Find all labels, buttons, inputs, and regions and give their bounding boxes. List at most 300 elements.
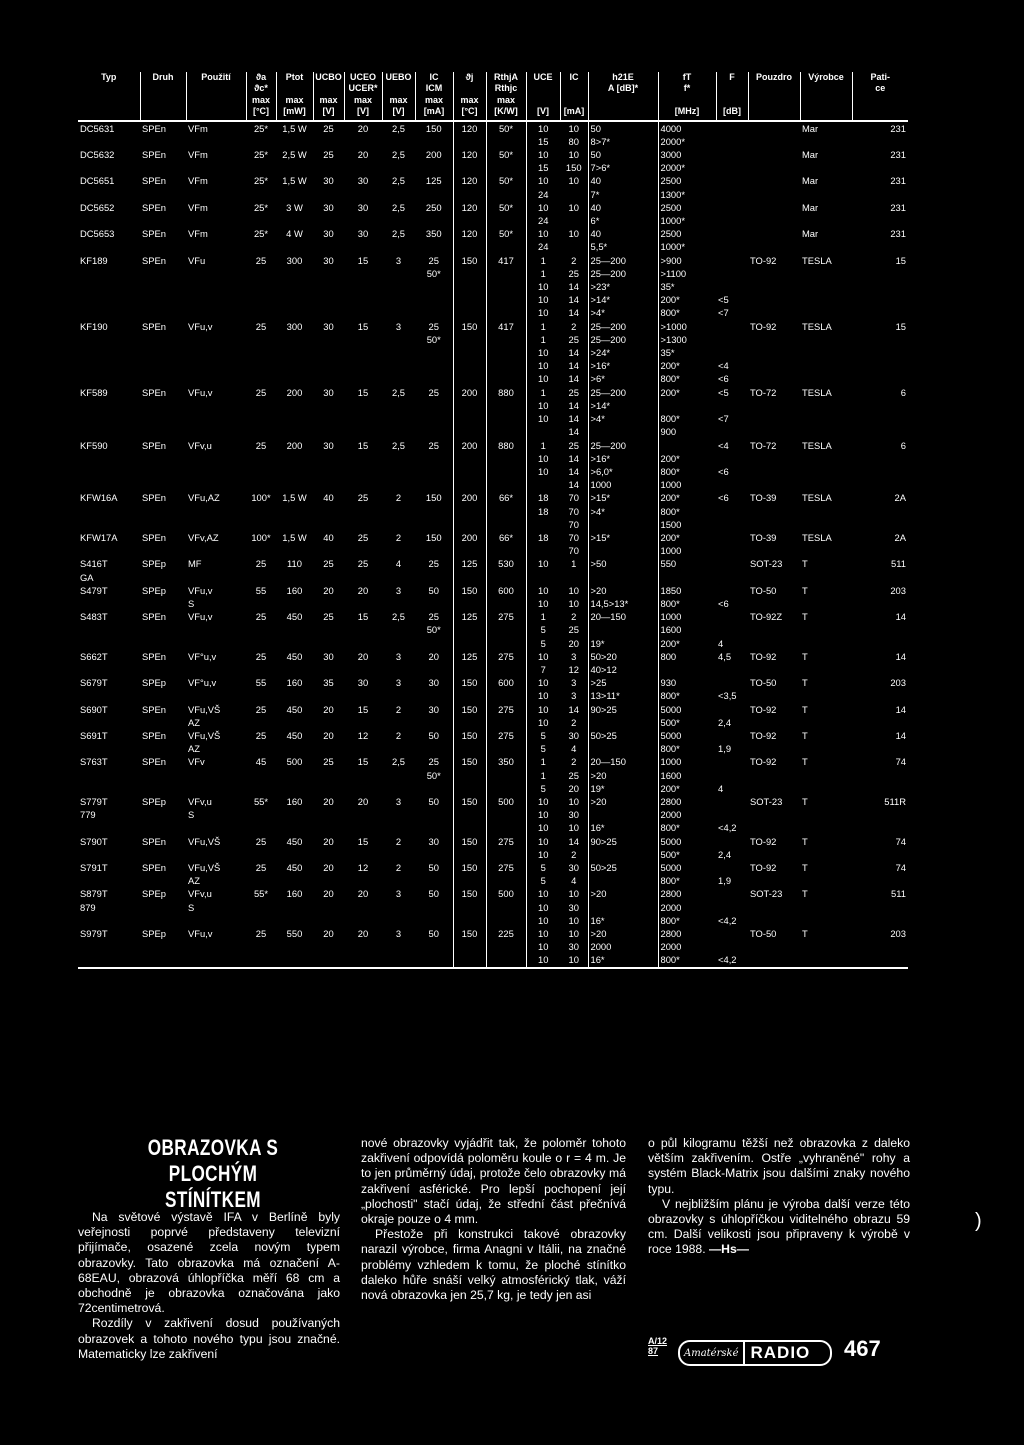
table-row (78, 359, 908, 372)
table-cell (140, 240, 186, 253)
table-cell (852, 689, 908, 702)
table-cell: 35* (658, 280, 716, 293)
table-cell (140, 267, 186, 280)
table-cell (453, 240, 486, 253)
table-cell: 10 (526, 306, 560, 319)
table-cell (415, 742, 453, 755)
table-cell (344, 808, 382, 821)
table-row (78, 531, 908, 544)
table-cell (852, 478, 908, 491)
table-cell (800, 901, 852, 914)
table-row (78, 571, 908, 584)
table-cell: 74 (895, 756, 906, 768)
table-cell: S779T (80, 795, 108, 807)
table-cell: SOT-23 (750, 795, 783, 807)
table-cell (140, 874, 186, 887)
table-cell: 20 (323, 928, 334, 940)
table-cell (716, 478, 748, 491)
column-header: [°C] (246, 106, 276, 120)
table-cell (78, 716, 140, 729)
table-cell: 24 (526, 188, 560, 201)
table-cell: 80 (568, 135, 579, 147)
table-cell (453, 782, 486, 795)
table-cell (852, 914, 908, 927)
table-cell (344, 769, 382, 782)
table-cell (716, 280, 748, 293)
transistor-table-wrapper (78, 72, 906, 969)
table-cell: 930 (658, 676, 716, 689)
table-cell (276, 742, 313, 755)
table-cell (486, 399, 526, 412)
table-cell (186, 267, 246, 280)
table-cell: 4 W (286, 228, 303, 240)
table-cell: 90>25 (588, 703, 658, 716)
table-cell: 30 (323, 254, 334, 266)
table-cell (344, 874, 382, 887)
column-header: A [dB]* (588, 83, 658, 94)
table-cell (382, 465, 415, 478)
table-cell (276, 240, 313, 253)
table-cell: T (802, 756, 808, 768)
table-cell: 14 (568, 373, 579, 385)
table-cell: AZ (188, 743, 200, 755)
table-cell (186, 240, 246, 253)
table-cell (246, 267, 276, 280)
table-cell (748, 597, 800, 610)
table-cell: 5000 (658, 861, 716, 874)
table-cell (313, 808, 344, 821)
table-cell: 50* (426, 267, 441, 279)
table-cell: KF589 (80, 386, 108, 398)
table-cell (276, 478, 313, 491)
table-cell (382, 306, 415, 319)
table-cell: 50* (486, 227, 526, 240)
table-cell (716, 610, 748, 623)
table-cell (276, 188, 313, 201)
table-cell (382, 412, 415, 425)
table-cell (526, 518, 560, 531)
table-cell (140, 306, 186, 319)
table-cell: 30 (323, 228, 334, 240)
table-cell (588, 848, 658, 861)
table-cell: 275 (486, 861, 526, 874)
table-cell (658, 571, 716, 584)
table-cell (246, 597, 276, 610)
table-cell: 25 (255, 254, 267, 266)
table-cell (486, 571, 526, 584)
table-cell (276, 821, 313, 834)
table-cell (276, 306, 313, 319)
table-cell: 150 (453, 835, 486, 848)
table-cell (276, 769, 313, 782)
table-cell: 800* (658, 689, 716, 702)
table-cell (78, 518, 140, 531)
table-cell (415, 571, 453, 584)
table-cell: 25 (568, 386, 579, 398)
table-cell (453, 188, 486, 201)
table-cell (276, 267, 313, 280)
table-cell (276, 874, 313, 887)
table-cell: 14 (568, 294, 579, 306)
table-cell (486, 280, 526, 293)
table-cell: 25 (428, 320, 439, 332)
table-cell: 150 (453, 927, 486, 940)
table-cell: 1000 (658, 478, 716, 491)
logo-script-text: Amatérské (680, 1342, 745, 1364)
table-cell (382, 821, 415, 834)
table-cell (800, 689, 852, 702)
table-cell: 25* (253, 175, 269, 187)
table-cell (415, 953, 453, 967)
table-cell: 40>12 (588, 663, 658, 676)
column-header (748, 106, 800, 120)
table-cell (246, 425, 276, 438)
table-cell: 275 (486, 703, 526, 716)
table-cell (382, 359, 415, 372)
table-cell (246, 465, 276, 478)
table-cell (716, 240, 748, 253)
table-cell (748, 663, 800, 676)
column-header: max (453, 95, 486, 106)
table-cell: 30 (357, 201, 369, 213)
table-cell (246, 544, 276, 557)
table-cell: 20 (357, 584, 369, 596)
column-header: max (313, 95, 344, 106)
table-cell (852, 267, 908, 280)
table-cell (415, 689, 453, 702)
table-cell (78, 333, 140, 346)
table-cell (313, 637, 344, 650)
table-cell (560, 188, 588, 201)
table-cell: 231 (890, 175, 906, 187)
table-cell (748, 821, 800, 834)
table-cell (276, 637, 313, 650)
table-cell (313, 188, 344, 201)
table-cell (748, 689, 800, 702)
table-cell (486, 848, 526, 861)
table-cell (716, 808, 748, 821)
table-cell: 25 (255, 611, 267, 623)
table-cell (852, 808, 908, 821)
column-header (716, 83, 748, 94)
table-cell: 5 (526, 623, 560, 636)
table-cell (800, 769, 852, 782)
table-cell: >4* (588, 412, 658, 425)
table-row (78, 874, 908, 887)
table-cell (453, 399, 486, 412)
table-cell: 10 (568, 822, 579, 834)
table-cell (246, 953, 276, 967)
table-cell: 20 (357, 149, 369, 161)
table-cell: 14 (568, 413, 579, 425)
table-cell: S791T (80, 862, 108, 873)
column-header: UCE (526, 72, 560, 83)
table-cell (716, 320, 748, 333)
table-cell: 880 (486, 386, 526, 399)
table-cell (246, 214, 276, 227)
table-cell (246, 821, 276, 834)
table-cell (186, 280, 246, 293)
table-cell (186, 372, 246, 385)
table-cell: 5 (526, 729, 560, 742)
table-cell (453, 940, 486, 953)
table-cell (276, 689, 313, 702)
column-header: ϑj (453, 72, 486, 83)
table-cell: 18 (526, 531, 560, 544)
table-cell: >16* (588, 452, 658, 465)
table-cell: SPEn (142, 835, 166, 847)
table-cell (852, 240, 908, 253)
table-cell (748, 135, 800, 148)
table-cell: 1,5 W (282, 175, 307, 187)
table-cell (800, 412, 852, 425)
table-cell: 10 (568, 888, 579, 900)
table-cell: SPEp (142, 677, 166, 689)
table-cell: 600 (486, 676, 526, 689)
table-cell (800, 782, 852, 795)
table-cell: 150 (425, 122, 442, 134)
table-row (78, 505, 908, 518)
table-cell: 417 (486, 320, 526, 333)
table-cell (344, 782, 382, 795)
table-cell: TO-92 (750, 729, 777, 741)
table-cell: SPEn (142, 611, 166, 623)
table-cell (800, 465, 852, 478)
table-cell (313, 716, 344, 729)
table-cell: 2,5 (391, 122, 406, 134)
table-cell: Mar (802, 228, 819, 240)
table-cell: 50 (428, 795, 439, 807)
table-cell: 150 (453, 755, 486, 768)
article-signature: —Hs— (708, 1242, 749, 1257)
table-row (78, 637, 908, 650)
table-cell: 10 (526, 914, 560, 927)
table-cell: 10 (526, 953, 560, 967)
column-header: RthjA (486, 72, 526, 83)
table-cell: 20 (568, 782, 579, 794)
table-cell: 40 (588, 227, 658, 240)
table-cell: 150 (453, 861, 486, 874)
table-cell: 70 (568, 505, 579, 517)
table-cell: 2 (571, 756, 577, 768)
table-cell (415, 782, 453, 795)
table-cell: 10 (526, 716, 560, 729)
column-header: IC (560, 72, 588, 83)
table-cell (78, 135, 140, 148)
table-cell (716, 161, 748, 174)
column-header (560, 83, 588, 94)
table-cell: 200* (658, 386, 716, 399)
table-cell (453, 306, 486, 319)
table-cell: 1600 (658, 769, 716, 782)
table-cell (78, 544, 140, 557)
table-cell (486, 953, 526, 967)
table-cell: 10 (526, 584, 560, 597)
table-cell: 10 (526, 148, 560, 161)
table-cell: VFv,u (188, 439, 212, 451)
table-cell (800, 372, 852, 385)
table-cell (852, 901, 908, 914)
table-cell (716, 201, 748, 214)
table-cell (246, 663, 276, 676)
table-cell: 200 (286, 439, 303, 451)
table-cell: 1 (526, 254, 560, 267)
table-cell: 1850 (658, 584, 716, 597)
table-cell: 14 (568, 703, 579, 715)
table-cell (313, 306, 344, 319)
column-header: Druh (140, 72, 186, 83)
table-cell: 10 (526, 940, 560, 953)
table-cell (313, 597, 344, 610)
table-cell: 3 W (286, 201, 303, 213)
table-cell: TO-92 (750, 254, 777, 266)
table-cell (382, 874, 415, 887)
table-cell: 30 (357, 175, 369, 187)
table-cell: VFu,VŠ (188, 703, 221, 715)
table-cell (382, 953, 415, 967)
column-header (526, 83, 560, 94)
table-cell: 2,5 (391, 756, 406, 768)
table-cell: 20 (357, 122, 369, 134)
table-cell (78, 267, 140, 280)
table-row (78, 452, 908, 465)
table-row (78, 729, 908, 742)
table-cell (78, 689, 140, 702)
table-cell (748, 333, 800, 346)
table-cell (78, 465, 140, 478)
table-cell: 25—200 (588, 333, 658, 346)
table-cell: S662T (80, 650, 108, 662)
table-cell: 1,9 (718, 875, 732, 887)
stray-mark: ) (975, 1210, 982, 1232)
table-cell (313, 544, 344, 557)
table-cell (246, 306, 276, 319)
table-cell (453, 267, 486, 280)
table-cell (276, 346, 313, 359)
table-cell: 600 (486, 584, 526, 597)
table-cell (246, 135, 276, 148)
table-cell (748, 465, 800, 478)
table-cell: 30 (568, 901, 579, 913)
table-cell: 50 (428, 888, 439, 900)
table-cell: 25 (255, 703, 267, 715)
table-cell (588, 901, 658, 914)
table-cell (344, 716, 382, 729)
table-cell (716, 254, 748, 267)
table-cell (415, 940, 453, 953)
table-cell (453, 808, 486, 821)
column-header: [V] (382, 106, 415, 120)
table-cell: >20 (588, 769, 658, 782)
table-cell (486, 240, 526, 253)
table-cell (748, 148, 800, 161)
table-cell: VFv,u (188, 888, 212, 900)
table-cell (453, 637, 486, 650)
table-cell (748, 940, 800, 953)
table-cell: 2500 (658, 227, 716, 240)
table-cell: 25 (357, 492, 369, 504)
table-cell: 20 (323, 584, 334, 596)
header-row (78, 95, 908, 106)
table-cell: T (802, 862, 808, 873)
table-cell (800, 293, 852, 306)
table-cell: 200* (658, 452, 716, 465)
table-cell (344, 293, 382, 306)
column-header (140, 95, 186, 106)
table-cell (186, 465, 246, 478)
table-cell: 30 (428, 677, 439, 689)
table-cell (716, 584, 748, 597)
table-cell (748, 782, 800, 795)
table-cell: 25 (255, 862, 267, 873)
table-cell (716, 518, 748, 531)
table-cell: 20 (323, 729, 334, 741)
table-cell (852, 412, 908, 425)
table-cell (716, 623, 748, 636)
table-cell: 25 (323, 756, 334, 768)
table-cell (486, 663, 526, 676)
table-cell: 25 (323, 122, 334, 134)
table-cell (344, 901, 382, 914)
table-cell (246, 782, 276, 795)
table-cell (276, 465, 313, 478)
table-cell (453, 544, 486, 557)
table-cell: 50 (588, 121, 658, 135)
table-header (78, 72, 908, 121)
table-cell (140, 769, 186, 782)
table-cell (186, 425, 246, 438)
table-cell (246, 505, 276, 518)
table-cell (658, 663, 716, 676)
table-cell (140, 135, 186, 148)
table-cell (186, 399, 246, 412)
table-cell (344, 623, 382, 636)
table-cell (140, 716, 186, 729)
table-cell (716, 861, 748, 874)
table-cell (313, 689, 344, 702)
table-cell: 12 (357, 862, 369, 873)
table-cell: <4,2 (718, 822, 737, 834)
table-cell: >4* (588, 505, 658, 518)
table-cell: <4 (718, 439, 729, 451)
table-cell: T (802, 703, 808, 715)
table-cell (453, 742, 486, 755)
table-cell (486, 940, 526, 953)
table-cell: VFv,AZ (188, 531, 219, 543)
table-cell (344, 280, 382, 293)
table-cell: 800 (658, 650, 716, 663)
table-cell (415, 399, 453, 412)
table-cell: 2 (395, 862, 402, 873)
table-cell (313, 135, 344, 148)
table-cell (344, 240, 382, 253)
column-header: [V] (344, 106, 382, 120)
table-cell: 25—200 (588, 320, 658, 333)
table-cell (800, 425, 852, 438)
table-cell: 20 (357, 928, 369, 940)
table-cell: T (802, 835, 808, 847)
table-cell: 10 (526, 901, 560, 914)
table-cell (344, 372, 382, 385)
table-cell (453, 372, 486, 385)
table-cell (453, 716, 486, 729)
table-cell (186, 953, 246, 967)
table-cell: 450 (286, 729, 303, 741)
table-row (78, 254, 908, 267)
table-cell: 14 (568, 479, 579, 491)
table-cell: SPEn (142, 531, 166, 543)
table-cell (186, 689, 246, 702)
